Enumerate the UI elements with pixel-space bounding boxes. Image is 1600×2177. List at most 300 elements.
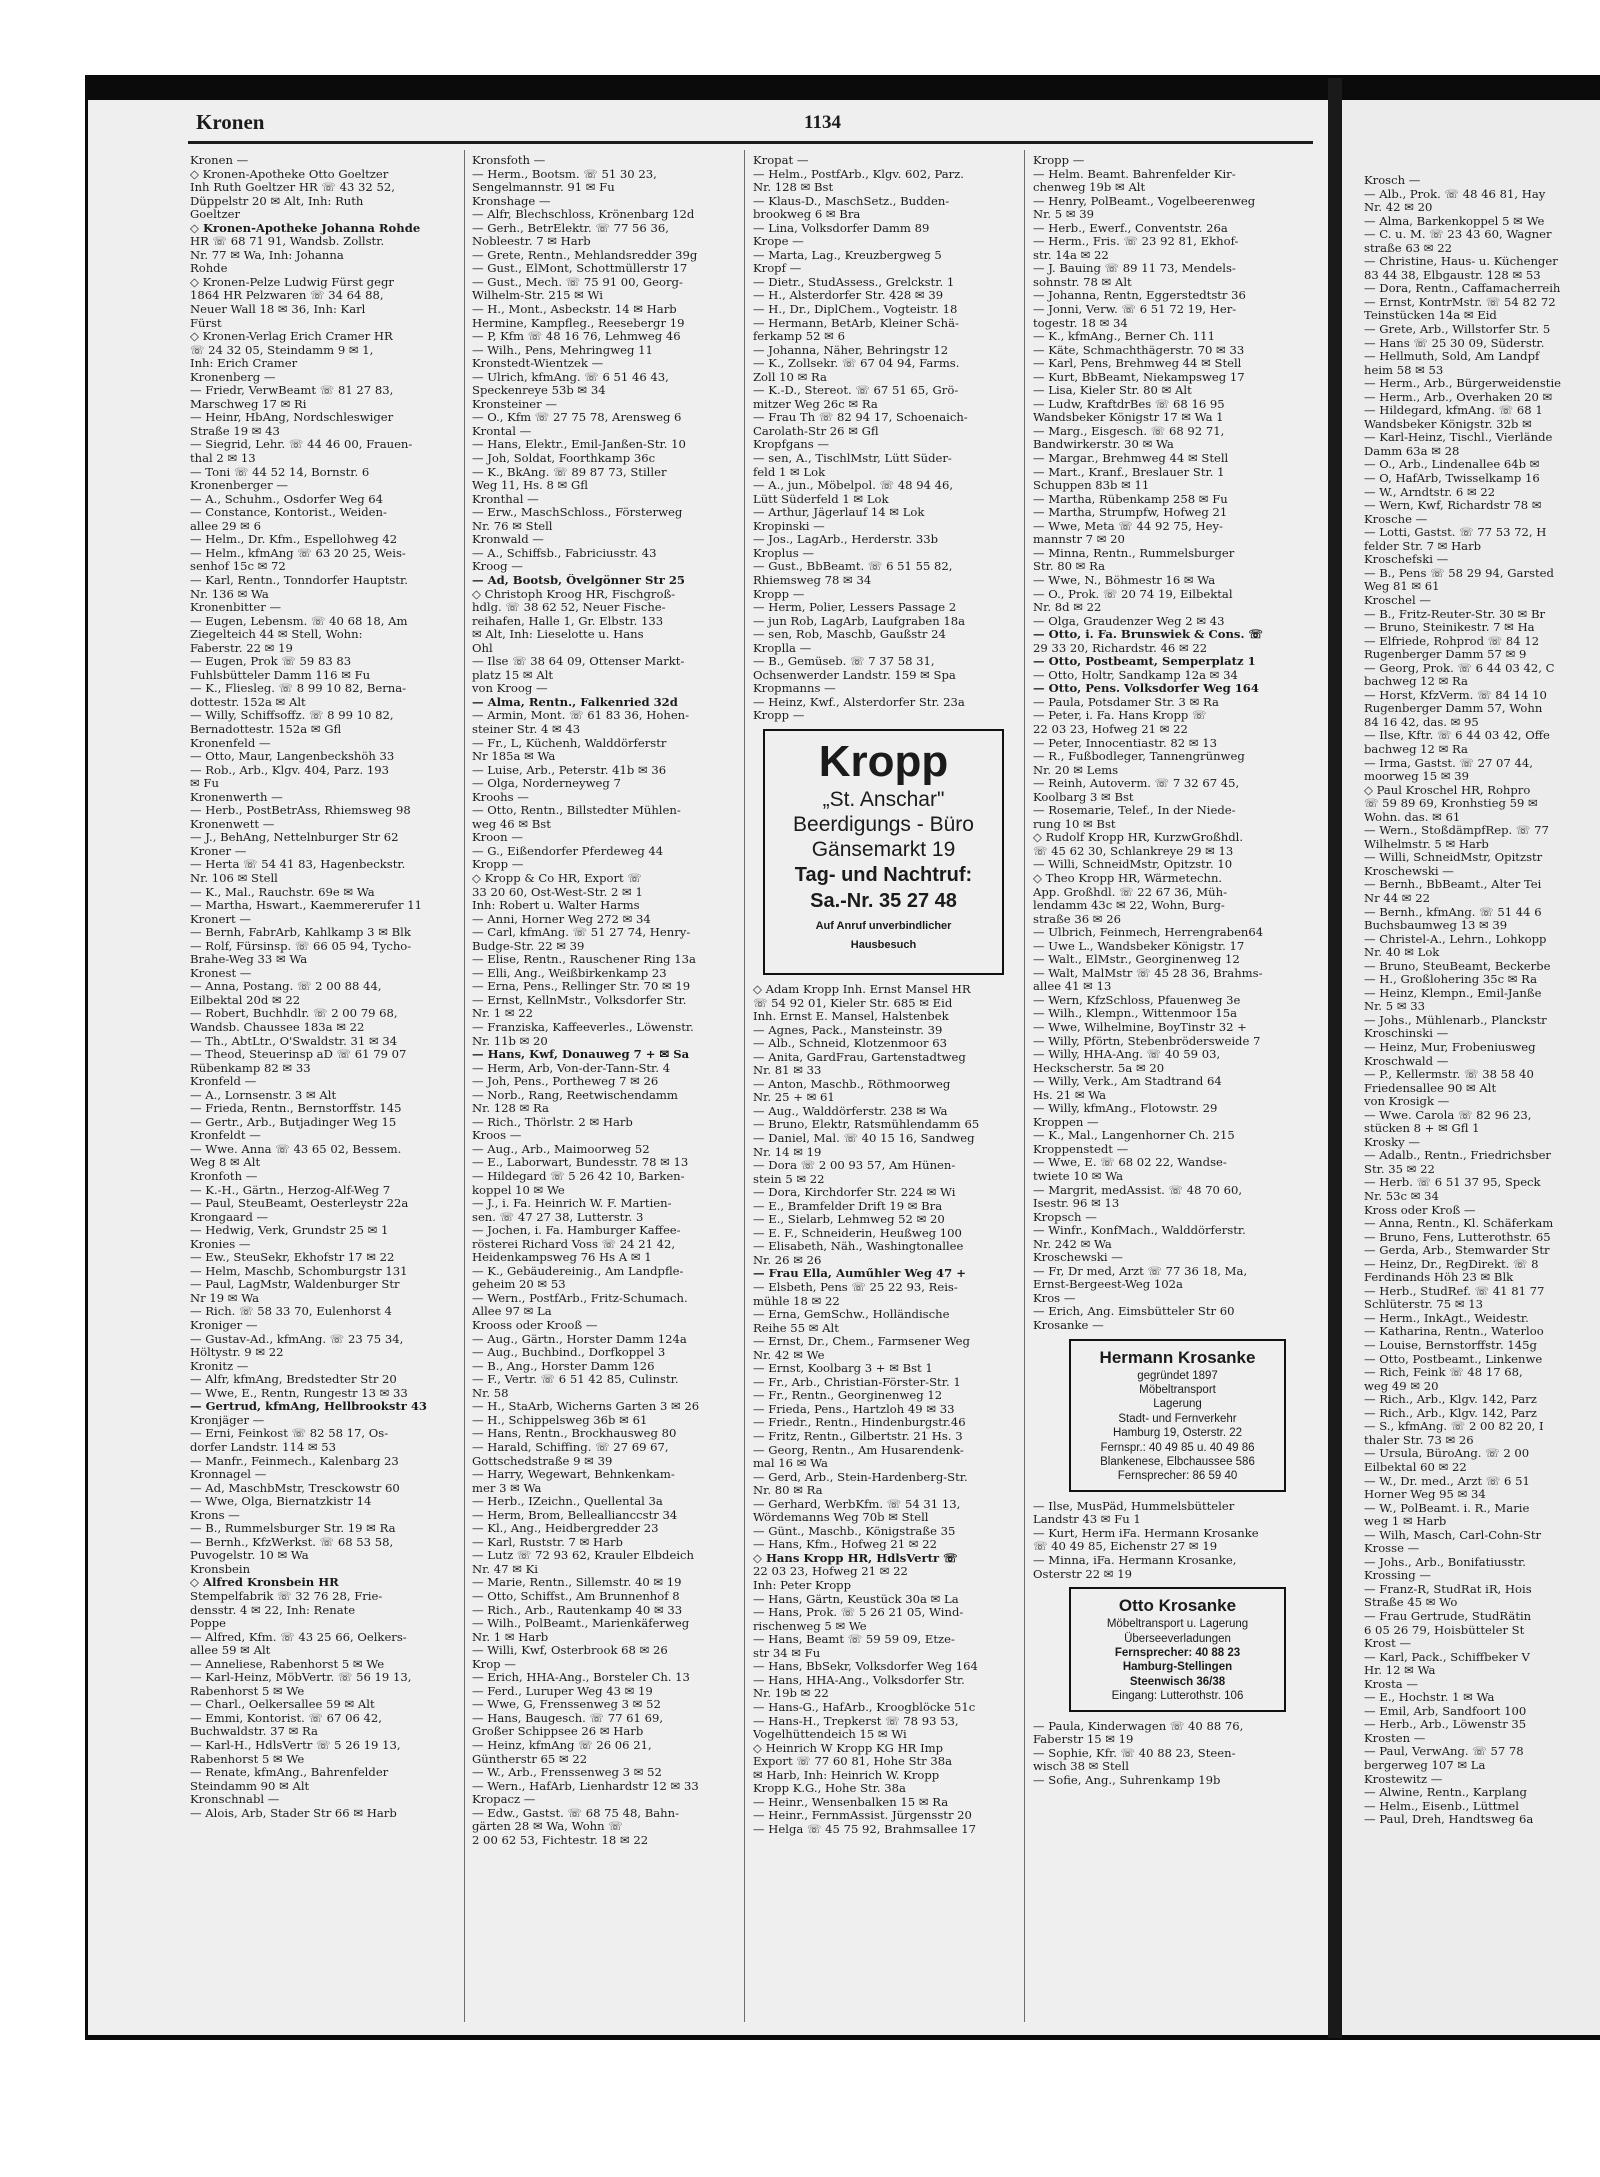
directory-entry-line: — A., jun., Möbelpol. ☏ 48 94 46, [753,479,954,493]
directory-entry-line: Vogelhüttendeich 15 ✉ Wi [753,1728,907,1742]
directory-entry-line: — Johanna, Näher, Behringstr 12 [753,343,949,357]
directory-entry-line: — Uwe L., Wandsbeker Königstr. 17 [1033,939,1245,953]
directory-entry-line: Kross oder Kroß — [1364,1203,1476,1217]
directory-entry-line: mal 16 ✉ Wa [753,1457,828,1471]
directory-entry-line: — Anna, Postang. ☏ 2 00 88 44, [190,980,382,994]
directory-entry-line: — W., Dr. med., Arzt ☏ 6 51 [1364,1474,1530,1488]
directory-entry-line: — Wwe. Anna ☏ 43 65 02, Bessem. [190,1142,402,1156]
directory-entry-line: Inh. Ernst E. Mansel, Halstenbek [753,1010,949,1024]
directory-entry-line: ◇ Paul Kroschel HR, Rohpro [1364,783,1531,797]
directory-entry-line: — Willy, Schiffsoffz. ☏ 8 99 10 82, [190,709,394,723]
directory-entry-line: Wandsbeker Königstr. 32b ✉ [1364,417,1532,431]
directory-entry-line: Kronenfeld — [190,736,271,750]
directory-entry-line: — Ernst, KellnMstr., Volksdorfer Str. [472,993,687,1007]
directory-entry-line: — Luise, Arb., Peterstr. 41b ✉ 36 [472,763,667,777]
directory-entry-line: Sengelmannstr. 91 ✉ Fu [472,181,615,195]
directory-entry-line: — Heinr, HbAng, Nordschleswiger [190,411,394,425]
ad-line: Gänsemarkt 19 [811,837,956,861]
directory-entry-line: Inh: Erich Cramer [190,357,298,371]
directory-entry-line: Krosche — [1364,512,1428,526]
directory-entry-line: Ernst-Bergeest-Weg 102a [1033,1278,1183,1292]
directory-entry-line: straße 36 ✉ 26 [1033,912,1121,926]
directory-entry-line: — Willi, SchneidMstr, Opitzstr [1364,851,1543,865]
directory-entry-line: — Hedwig, Verk, Grundstr 25 ✉ 1 [190,1224,389,1238]
directory-entry-line: Kroschinski — [1364,1027,1449,1041]
directory-entry-line: — Arthur, Jägerlauf 14 ✉ Lok [753,506,925,520]
directory-entry-line: — sen, A., TischlMstr, Lütt Süder- [753,452,952,466]
directory-entry-line: — J. Bauing ☏ 89 11 73, Mendels- [1033,262,1236,276]
directory-entry-line: Kros — [1033,1291,1076,1305]
directory-entry-line: App. Großhdl. ☏ 22 67 36, Müh- [1033,885,1227,899]
directory-entry-line: — Sophie, Kfr. ☏ 40 88 23, Steen- [1033,1746,1236,1760]
directory-entry-line: — H., Alsterdorfer Str. 428 ✉ 39 [753,289,944,303]
directory-entry-line: Kroschel — [1364,593,1431,607]
directory-entry-line: heim 58 ✉ 53 [1364,363,1444,377]
directory-entry-line: Lütt Süderfeld 1 ✉ Lok [753,492,889,506]
directory-entry-line: — Paul, Dreh, Handtsweg 6a [1364,1813,1534,1827]
directory-entry-line: Ferdinands Höh 23 ✉ Blk [1364,1271,1514,1285]
directory-entry-line: — Wwe, Olga, Biernatzkistr 14 [190,1495,372,1509]
directory-entry-line: Kronen — [190,154,249,167]
directory-entry-line: Nr. 47 ✉ Ki [472,1562,538,1576]
directory-entry-line: Zoll 10 ✉ Ra [753,370,827,384]
directory-entry-line: — Heinz, Mur, Frobeniusweg [1364,1041,1536,1054]
directory-entry-line: Nr. 58 [472,1386,509,1400]
directory-entry-line: Krost — [1364,1637,1412,1651]
directory-entry-line: ☏ 45 62 30, Schlankreye 29 ✉ 13 [1033,844,1234,858]
directory-entry-line: Kropat — [753,154,809,167]
directory-entry-line: — Wwe, E., Rentn, Rungestr 13 ✉ 33 [190,1386,408,1400]
directory-entry-line: — A., Lornsenstr. 3 ✉ Alt [190,1088,337,1102]
directory-entry-line: — Fr., Rentn., Georginenweg 12 [753,1389,943,1403]
directory-entry-line: Weg 81 ✉ 61 [1364,580,1440,594]
directory-entry-line: — Bruno, Steinikestr. 7 ✉ Ha [1364,621,1535,635]
directory-entry-line: — Klaus-D., MaschSetz., Budden- [753,194,950,208]
directory-entry-line: — Alois, Arb, Stader Str 66 ✉ Harb [190,1806,397,1820]
directory-entry-line: — Karl, Ruststr. 7 ✉ Harb [472,1535,623,1549]
directory-entry-line: — Rich., Arb., Klgv. 142, Parz [1364,1406,1537,1420]
directory-entry-line: — Dora, Rentn., Caffamacherreih [1364,282,1561,296]
directory-entry-line: — Wwe, Meta ☏ 44 92 75, Hey- [1033,519,1223,533]
directory-entry-line: — B., Fritz-Reuter-Str. 30 ✉ Br [1364,607,1546,621]
directory-entry-line: — Elsbeth, Pens ☏ 25 22 93, Reis- [753,1281,958,1294]
directory-entry-line: Krontal — [472,424,532,438]
directory-entry-line: Wandsbeker Königstr 17 ✉ Wa 1 [1033,411,1224,425]
ad-line: Fernsprecher: 40 88 23 [1114,1646,1241,1659]
running-head-word: Kronen [196,110,265,134]
directory-entry-line: — Karl-Heinz, Tischl., Vierlände [1364,431,1553,445]
directory-entry-line: — E., Sielarb, Lehmweg 52 ✉ 20 [753,1213,945,1227]
directory-entry-line: Horner Weg 95 ✉ 34 [1364,1488,1486,1502]
directory-entry-line: Export ☏ 77 60 81, Hohe Str 38a [753,1755,953,1769]
ad-line: Beerdigungs - Büro [793,812,974,836]
directory-entry-line: — Otto, Postbeamt, Semperplatz 1 [1033,655,1256,669]
directory-entry-line: — Kurt, BbBeamt, Niekampsweg 17 [1033,370,1245,384]
directory-entry-line: — Marie, Rentn., Sillemstr. 40 ✉ 19 [472,1576,682,1590]
directory-entry-line: — Rich. ☏ 58 33 70, Eulenhorst 4 [190,1305,392,1319]
directory-entry-line: — K., Zollsekr. ☏ 67 04 94, Farms. [753,357,960,371]
column-1 [190,154,455,1820]
directory-entry-line: — Rich., Thörlstr. 2 ✉ Harb [472,1115,633,1129]
directory-entry-line: Wohn. das. ✉ 61 [1364,810,1461,824]
directory-entry-line: — Herm., Fris. ☏ 23 92 81, Ekhof- [1033,235,1239,249]
directory-entry-line: 33 20 60, Ost-West-Str. 2 ✉ 1 [472,885,643,899]
directory-entry-line: ◇ Adam Kropp Inh. Ernst Mansel HR [753,982,971,996]
directory-entry-line: — K., BkAng. ☏ 89 87 73, Stiller [472,465,667,479]
directory-entry-line: Ziegelteich 44 ✉ Stell, Wohn: [190,628,363,642]
directory-entry-line: — Margar., Brehmweg 44 ✉ Stell [1033,452,1229,466]
directory-entry-line: — Hans, Gärtn, Keustück 30a ✉ La [753,1592,959,1606]
directory-entry-line: Reihe 55 ✉ Alt [753,1321,839,1335]
directory-entry-line: — Ernst, KontrMstr. ☏ 54 82 72 [1364,295,1556,309]
directory-entry-line: HR ☏ 68 71 91, Wandsb. Zollstr. [190,235,385,249]
directory-entry-line: — Willi, Kwf, Osterbrook 68 ✉ 26 [472,1644,668,1658]
ad-line: Blankenese, Elbchaussee 586 [1100,1456,1255,1469]
directory-entry-line: — Wwe, G, Frenssenweg 3 ✉ 52 [472,1698,661,1712]
directory-entry-line: Rabenhorst 5 ✉ We [190,1752,305,1766]
directory-entry-line: Inh: Peter Kropp [753,1579,852,1593]
directory-entry-line: — Hildegard ☏ 5 26 42 10, Barken- [472,1170,685,1184]
directory-entry-line: stücken 8 + ✉ Gfl 1 [1364,1122,1480,1136]
directory-entry-line: — K., Gebäudereinig., Am Landpfle- [472,1264,684,1278]
directory-entry-line: — Peter, i. Fa. Hans Kropp ☏ [1033,709,1207,723]
directory-entry-line: — E. F., Schneiderin, Heußweg 100 [753,1226,962,1240]
directory-entry-line: Fuhlsbütteler Damm 116 ✉ Fu [190,668,371,682]
directory-entry-line: Eilbektal 20d ✉ 22 [190,993,301,1007]
directory-entry-line: — Agnes, Pack., Mansteinstr. 39 [753,1023,943,1037]
directory-entry-line: Kronstedt-Wientzek — [472,357,604,371]
directory-entry-line: Kronenwett — [190,817,275,831]
directory-entry-line: — Heinr., Wensenbalken 15 ✉ Ra [753,1795,949,1809]
directory-entry-line: Kronenberg — [190,370,276,384]
directory-entry-line: — Hans, Kfm., Hofweg 21 ✉ 22 [753,1538,937,1552]
directory-entry-line: Kroohs — [472,790,529,804]
directory-entry-line: — Harald, Schiffing. ☏ 27 69 67, [472,1440,669,1454]
directory-entry-line: ◇ Rudolf Kropp HR, KurzwGroßhdl. [1033,831,1244,845]
adjacent-page-column [1364,174,1600,1827]
directory-entry-line: Nr 44 ✉ 22 [1364,891,1430,905]
directory-entry-line: Kroppen — [1033,1115,1099,1129]
directory-entry-line: Kronschnabl — [190,1793,280,1807]
directory-entry-line: Ochsenwerder Landstr. 159 ✉ Spa [753,668,956,682]
directory-entry-line: — Heinz, Klempn., Emil-Janße [1364,986,1542,1000]
directory-entry-line: — Hans, Kwf, Donauweg 7 + ✉ Sa [472,1048,690,1062]
directory-entry-line: — Alb., Schneid, Klotzenmoor 63 [753,1037,947,1051]
directory-entry-line: Bandwirkerstr. 30 ✉ Wa [1033,438,1174,452]
directory-entry-line: — B., Ang., Horster Damm 126 [472,1359,655,1373]
directory-entry-line: ◇ Christoph Kroog HR, Fischgroß- [472,587,676,601]
directory-entry-line: Kropf — [753,262,802,276]
directory-entry-line: — B., Rummelsburger Str. 19 ✉ Ra [190,1522,396,1536]
directory-entry-line: — Karl, Pack., Schiffbeker V [1364,1650,1530,1664]
ad-line: Fernspr.: 40 49 85 u. 40 49 86 [1100,1441,1255,1454]
directory-entry-line: Kroplus — [753,546,815,560]
directory-entry-line: — Elfriede, Rohprod ☏ 84 12 [1364,634,1540,648]
directory-entry-line: — Emmi, Kontorist. ☏ 67 06 42, [190,1711,382,1725]
directory-entry-line: Kropp K.G., Hohe Str. 38a [753,1782,906,1796]
adjacent-page [1342,100,1600,2035]
directory-entry-line: — J., BehAng, Nettelnburger Str 62 [190,831,399,845]
directory-entry-line: — Wwe, E. ☏ 68 02 22, Wandse- [1033,1156,1227,1170]
directory-entry-line: Budge-Str. 22 ✉ 39 [472,939,585,953]
directory-entry-line: — Rosemarie, Telef., In der Niede- [1033,804,1236,818]
directory-entry-line: platz 15 ✉ Alt [472,668,554,682]
directory-entry-line: — Paul, LagMstr, Waldenburger Str [190,1278,400,1292]
ad-line: Möbeltransport u. Lagerung [1106,1618,1249,1631]
directory-entry-line: Wördemanns Weg 70b ✉ Stell [753,1511,929,1525]
directory-entry-line: — Otto, Holtr, Sandkamp 12a ✉ 34 [1033,668,1238,682]
directory-entry-line: Landstr 43 ✉ Fu 1 [1033,1513,1141,1527]
directory-entry-line: — Horst, KfzVerm. ☏ 84 14 10 [1364,688,1547,702]
page-number: 1134 [804,112,841,133]
directory-entry-line: — Edw., Gastst. ☏ 68 75 48, Bahn- [472,1806,679,1820]
directory-entry-line: Faberstr. 22 ✉ 19 [190,641,293,655]
directory-entry-line: rung 10 ✉ Bst [1033,817,1116,831]
directory-entry-line: — Franz-R, StudRat iR, Hois [1364,1582,1532,1596]
directory-entry-line: — Anita, GardFrau, Gartenstadtweg [753,1050,966,1064]
directory-entry-line: Krossing — [1364,1569,1431,1583]
directory-entry-line: Rugenberger Damm 57 ✉ 9 [1364,648,1527,662]
directory-entry-line: — Kl., Ang., Heidbergredder 23 [472,1522,659,1536]
directory-entry-line: Nr. 1 ✉ 22 [472,1007,533,1021]
directory-entry-line: — Daniel, Mal. ☏ 40 15 16, Sandweg [753,1131,975,1145]
directory-entry-line: 1864 HR Pelzwaren ☏ 34 64 88, [190,289,384,303]
directory-entry-line: bachweg 12 ✉ Ra [1364,675,1468,689]
directory-entry-line: — Dietr., StudAssess., Grelckstr. 1 [753,275,955,289]
ad-line: „St. Anschar" [822,787,945,811]
directory-entry-line: Kronsfoth — [472,154,546,167]
directory-entry-line: — Johs., Arb., Bonifatiusstr. [1364,1555,1526,1569]
directory-entry-line: Kropsch — [1033,1210,1097,1224]
directory-entry-line: Nr. 14 ✉ 19 [753,1145,822,1159]
directory-entry-line: Gottschedstraße 9 ✉ 39 [472,1454,613,1468]
directory-entry-line: Kropacz — [472,1793,536,1807]
directory-entry-line: Kronshage — [472,194,551,208]
directory-entry-line: Krosse — [1364,1542,1420,1556]
directory-entry-line: — Johanna, Rentn, Eggerstedtstr 36 [1033,289,1246,303]
directory-entry-line: — K.-D., Stereot. ☏ 67 51 65, Grö- [753,384,959,398]
directory-entry-line: — Gerhard, WerbKfm. ☏ 54 31 13, [753,1497,961,1511]
directory-entry-line: Nr. 5 ✉ 33 [1364,1000,1425,1014]
directory-entry-line: Kropinski — [753,519,825,533]
ad-title: Hermann Krosanke [1099,1347,1256,1367]
directory-entry-line: Rübenkamp 82 ✉ 33 [190,1061,311,1075]
directory-entry-line: — W., Arndtstr. 6 ✉ 22 [1364,485,1496,499]
directory-entry-line: reihafen, Halle 1, Gr. Elbstr. 133 [472,614,664,628]
directory-entry-line: — Aug., Buchbind., Dorfkoppel 3 [472,1346,666,1360]
directory-entry-line: Kroplla — [753,641,812,655]
directory-entry-line: — Helm., Eisenb., Lüttmel [1364,1799,1519,1813]
directory-entry-line: 84 16 42, das. ✉ 95 [1364,715,1479,729]
directory-entry-line: — Willy, Verk., Am Stadtrand 64 [1033,1075,1222,1089]
directory-entry-line: — Ludw, KraftdrBes ☏ 68 16 95 [1033,397,1225,411]
ad-line: Lagerung [1153,1398,1202,1411]
directory-entry-line: Nr. 25 + ✉ 61 [753,1091,835,1105]
directory-entry-line: ☏ 59 89 69, Kronhstieg 59 ✉ [1364,797,1538,811]
directory-entry-line: Bernadottestr. 152a ✉ Gfl [190,722,342,736]
ad-line: gegründet 1897 [1137,1369,1218,1382]
directory-entry-line: — Peter, Innocentiastr. 82 ✉ 13 [1033,736,1218,750]
directory-entry-line: Nr. 136 ✉ Wa [190,587,269,601]
directory-entry-line: — Herb., Arb., Löwenstr 35 [1364,1718,1527,1732]
directory-entry-line: — Ulrich, kfmAng. ☏ 6 51 46 43, [472,370,669,384]
directory-entry-line: — Martha, Hswart., Kaemmererufer 11 [190,899,422,913]
directory-entry-line: — Heinz, Dr., RegDirekt. ☏ 8 [1364,1257,1539,1271]
directory-entry-line: Wilhelm-Str. 215 ✉ Wi [472,289,603,303]
directory-entry-line: sen. ☏ 47 27 38, Lutterstr. 3 [472,1210,644,1224]
directory-entry-line: rösterei Richard Voss ☏ 24 21 42, [472,1237,676,1251]
directory-entry-line: Carolath-Str 26 ✉ Gfl [753,424,879,438]
directory-entry-line: ◇ Theo Kropp HR, Wärmetechn. [1033,871,1223,885]
directory-entry-line: 83 44 38, Elbgaustr. 128 ✉ 53 [1364,268,1541,282]
directory-entry-line: — Gust., ElMont, Schottmüllerstr 17 [472,262,688,276]
directory-entry-line: Krosten — [1364,1731,1426,1745]
directory-entry-line: — Winfr., KonfMach., Walddörferstr. [1033,1224,1246,1238]
directory-entry-line: bergerweg 107 ✉ La [1364,1758,1486,1772]
directory-entry-line: Nr. 11b ✉ 20 [472,1034,548,1048]
directory-entry-line: — H., Dr., DiplChem., Vogteistr. 18 [753,303,958,317]
directory-entry-line: — K., Mal., Rauchstr. 69e ✉ Wa [190,885,375,899]
directory-entry-line: — Helm., Dr. Kfm., Espellohweg 42 [190,533,398,547]
directory-entry-line: — Emil, Arb, Sandfoort 100 [1364,1704,1527,1718]
directory-entry-line: — Willy, Pförtn, Stebenbrödersweide 7 [1033,1034,1261,1048]
directory-entry-line: Kropmanns — [753,682,836,696]
directory-entry-line: — H., Großlohering 35c ✉ Ra [1364,973,1538,987]
directory-entry-line: Kroschwald — [1364,1054,1449,1068]
directory-entry-line: — Gertr., Arb., Butjadinger Weg 15 [190,1115,397,1129]
directory-entry-line: Brahe-Weg 33 ✉ Wa [190,953,308,967]
directory-entry-line: — E., Hochstr. 1 ✉ Wa [1364,1691,1495,1705]
directory-entry-line: Kroon — [472,831,523,845]
directory-entry-line: — Alma, Barkenkoppel 5 ✉ We [1364,214,1545,228]
directory-entry-line: Nr. 76 ✉ Stell [472,519,553,533]
directory-entry-line: ◇ Hans Kropp HR, HdlsVertr ☏ [753,1551,958,1565]
directory-entry-line: Rugenberger Damm 57, Wohn [1364,702,1543,716]
directory-entry-line: — Elli, Ang., Weißbirkenkamp 23 [472,966,667,980]
directory-entry-line: — Otto, Pens. Volksdorfer Weg 164 [1033,682,1259,696]
directory-entry-line: — Margrit, medAssist. ☏ 48 70 60, [1033,1183,1243,1197]
directory-entry-line: dottestr. 152a ✉ Alt [190,695,306,709]
directory-entry-line: — Erich, HHA-Ang., Borsteler Ch. 13 [472,1671,690,1685]
directory-entry-line: Straße 45 ✉ Wo [1364,1596,1458,1610]
directory-entry-line: — Herm, Brom, Belleallianccstr 34 [472,1508,678,1522]
directory-entry-line: — R., Fußbodleger, Tannengrünweg [1033,750,1245,764]
directory-entry-line: — Karl, Pens, Brehmweg 44 ✉ Stell [1033,357,1242,371]
directory-entry-line: — Johs., Mühlenarb., Planckstr [1364,1013,1547,1027]
directory-entry-line: Friedensallee 90 ✉ Alt [1364,1081,1497,1095]
directory-entry-line: Kronfoth — [190,1170,258,1184]
directory-entry-line: densstr. 4 ✉ 22, Inh: Renate [190,1603,356,1617]
directory-entry-line: Nr. 77 ✉ Wa, Inh: Johanna [190,248,344,262]
directory-entry-line: — Erni, Feinkost ☏ 82 58 17, Os- [190,1427,389,1441]
directory-entry-line: — B., Gemüseb. ☏ 7 37 58 31, [753,655,935,669]
directory-entry-line: — Manfr., Feinmech., Kalenbarg 23 [190,1454,399,1468]
directory-entry-line: Inh Ruth Goeltzer HR ☏ 43 32 52, [190,181,395,195]
directory-page [88,100,1328,2035]
directory-entry-line: Poppe [190,1617,227,1631]
directory-entry-line: Kronenbitter — [190,601,282,615]
directory-entry-line: Kropp — [753,709,805,723]
directory-entry-line: 22 03 23, Hofweg 21 ✉ 22 [1033,722,1188,736]
directory-entry-line: — Jochen, i. Fa. Hamburger Kaffee- [472,1224,681,1238]
directory-entry-line: senhof 15c ✉ 72 [190,560,286,574]
directory-entry-line: — Christine, Haus- u. Küchenger [1364,255,1558,269]
directory-entry-line: — Hans, Beamt ☏ 59 59 09, Etze- [753,1633,955,1647]
directory-entry-line: — Alfr, Blechschloss, Krönenbarg 12d [472,208,695,222]
directory-entry-line: — Anton, Maschb., Röthmoorweg [753,1077,951,1091]
directory-entry-line: — Bruno, SteuBeamt, Beckerbe [1364,959,1551,973]
directory-entry-line: Großer Schippsee 26 ✉ Harb [472,1725,644,1739]
directory-entry-line: von Kroog — [472,682,548,696]
directory-entry-line: Inh: Robert u. Walter Harms [472,899,640,913]
directory-entry-line: Kronfeldt — [190,1129,261,1143]
directory-entry-line: Fürst [190,316,222,330]
directory-entry-line: — Otto, Rentn., Billstedter Mühlen- [472,804,681,818]
directory-entry-line: — Fr., Arb., Christian-Förster-Str. 1 [753,1375,961,1389]
directory-entry-line: Osterstr 22 ✉ 19 [1033,1567,1132,1581]
directory-entry-line: Höltystr. 9 ✉ 22 [190,1346,284,1360]
ad-line: Stadt- und Fernverkehr [1118,1412,1237,1425]
directory-entry-line: — Wern, Kwf, Richardstr 78 ✉ [1364,499,1542,513]
directory-entry-line: dorfer Landstr. 114 ✉ 53 [190,1440,337,1454]
ad-line: Möbeltransport [1139,1383,1216,1396]
directory-entry-line: — Friedr., Rentn., Hindenburgstr.46 [753,1416,966,1430]
directory-entry-line: — Wilh., PolBeamt., Marienkäferweg [472,1617,690,1631]
directory-entry-line: — Theod, Steuerinsp aD ☏ 61 79 07 [190,1048,407,1062]
directory-entry-line: — Gust., BbBeamt. ☏ 6 51 55 82, [753,560,953,574]
directory-entry-line: — Hans ☏ 25 30 09, Süderstr. [1364,336,1545,350]
directory-entry-line: — Mart., Kranf., Breslauer Str. 1 [1033,465,1225,479]
directory-entry-line: — Minna, Rentn., Rummelsburger [1033,546,1235,560]
directory-entry-line: ferkamp 52 ✉ 6 [753,330,845,344]
directory-entry-line: — Alwine, Rentn., Karplang [1364,1786,1527,1800]
directory-entry-line: Nr. 20 ✉ Lems [1033,763,1119,777]
directory-entry-line: — Carl, kfmAng. ☏ 51 27 74, Henry- [472,926,691,940]
directory-entry-line: Kronenberger — [190,479,288,493]
directory-entry-line: — Georg, Prok. ☏ 6 44 03 42, C [1364,661,1555,675]
directory-entry-line: — O., Kfm ☏ 27 75 78, Arensweg 6 [472,411,682,425]
directory-entry-line: — Christel-A., Lehrn., Lohkopp [1364,932,1547,946]
directory-entry-line: — Fritz, Rentn., Gilbertstr. 21 Hs. 3 [753,1430,963,1444]
directory-entry-line: — O., Arb., Lindenallee 64b ✉ [1364,458,1540,472]
directory-entry-line: — Erna, GemSchw., Holländische [753,1308,950,1322]
directory-entry-line: Hs. 21 ✉ Wa [1033,1088,1107,1102]
directory-entry-line: Kroog — [472,560,523,574]
directory-entry-line: — A., Schiffsb., Fabriciusstr. 43 [472,546,657,560]
directory-entry-line: Krosanke — [1033,1319,1104,1333]
directory-entry-line: — Hans, Baugesch. ☏ 77 61 69, [472,1711,664,1725]
directory-entry-line: — F., Vertr. ☏ 6 51 42 85, Culinstr. [472,1373,679,1387]
directory-entry-line: Nr. 242 ✉ Wa [1033,1237,1112,1251]
directory-entry-line: Kronsbein [190,1562,251,1576]
directory-entry-line: — Herm., InkAgt., Weidestr. [1364,1311,1529,1325]
directory-entry-line: Kroner — [190,844,247,858]
directory-entry-line: — Siegrid, Lehr. ☏ 44 46 00, Frauen- [190,438,413,452]
directory-entry-line: — Hans, Elektr., Emil-Janßen-Str. 10 [472,438,686,452]
directory-entry-line: — Wern., HafArb, Lienhardstr 12 ✉ 33 [472,1779,699,1793]
directory-entry-line: — Alfred, Kfm. ☏ 43 25 66, Oelkers- [190,1630,407,1644]
directory-entry-line: — Charl., Oelkersallee 59 ✉ Alt [190,1698,375,1712]
directory-entry-line: — Olga, Graudenzer Weg 2 ✉ 43 [1033,614,1225,628]
directory-entry-line: Weg 8 ✉ Alt [190,1156,261,1170]
directory-entry-line: — Ulbrich, Feinmech, Herrengraben64 [1033,926,1264,940]
column-3 [753,154,1018,1836]
directory-entry-line: — Gerd, Arb., Stein-Hardenberg-Str. [753,1470,968,1484]
directory-entry-line: — Otto, Schiffst., Am Brunnenhof 8 [472,1589,680,1603]
directory-entry-line: — Ursula, BüroAng. ☏ 2 00 [1364,1447,1530,1461]
directory-entry-line: ◇ Kronen-Apotheke Johanna Rohde [190,221,421,235]
directory-entry-line: — Hellmuth, Sold, Am Landpf [1364,350,1540,364]
